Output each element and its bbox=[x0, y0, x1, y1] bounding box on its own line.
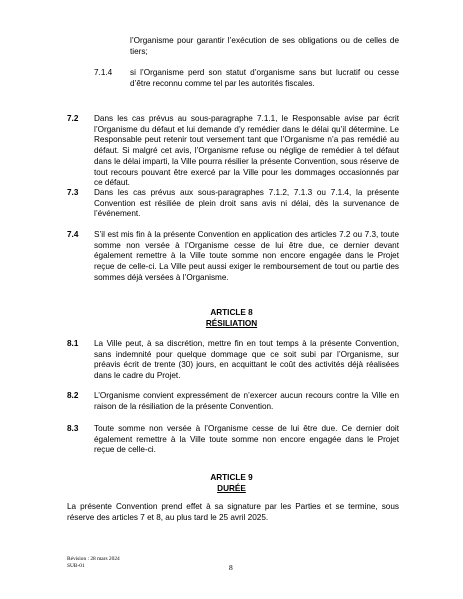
page-footer bbox=[67, 556, 120, 570]
clause-8-3-number: 8.3 bbox=[67, 424, 79, 433]
clause-8-3-text: Toute somme non versée à l’Organisme cesse de lui être due. Ce dernier doit également remettre à la Ville toute somme non encore engagée dans le Projet reçue de celle-ci. bbox=[94, 424, 399, 455]
clause-8-2-number: 8.2 bbox=[67, 391, 79, 400]
clause-8-1-number: 8.1 bbox=[67, 339, 79, 348]
page-number: 8 bbox=[229, 563, 233, 572]
article-9-title: DURÉE bbox=[217, 483, 246, 493]
document-code: SUB-01 bbox=[67, 563, 85, 569]
article-9-number: ARTICLE 9 bbox=[210, 473, 253, 482]
clause-8-2-text: L’Organisme convient expressément de n’exercer aucun recours contre la Ville en raison de la résiliation de la présente Convention. bbox=[94, 391, 399, 411]
clause-7-1-4-number: 7.1.4 bbox=[94, 68, 113, 77]
clause-7-3-number: 7.3 bbox=[67, 188, 79, 197]
article-8-heading bbox=[0, 308, 463, 329]
clause-7-3-text: Dans les cas prévus aux sous-paragraphes 7.1.2, 7.1.3 ou 7.1.4, la présente Convention est résiliée de plein droit sans avis ni délai, dès la survenance de l’événement. bbox=[94, 188, 399, 219]
clause-7-2-number: 7.2 bbox=[67, 114, 79, 123]
article-8-title: RÉSILIATION bbox=[205, 318, 258, 328]
duration-text: La présente Convention prend effet à sa signature par les Parties et se termine, sous réserve des articles 7 et 8, au plus tard le 25 avril 2025. bbox=[67, 502, 399, 522]
clause-8-1-text: La Ville peut, à sa discrétion, mettre fin en tout temps à la présente Convention, sans indemnité pour quelque dommage que ce soit subi par l’Organisme, sur préavis écrit de trente (30) jours, en acquittant le coût des activités déjà réalisées dans le cadre du Projet. bbox=[94, 339, 399, 381]
clause-7-2-text: Dans les cas prévus au sous-paragraphe 7.1.1, le Responsable avise par écrit l’Organisme du défaut et lui demande d’y remédier dans le délai qu’il détermine. Le Responsable peut retenir tout versement tant que l’Organisme n’a pas remédié au défaut. Si malgré cet avis, l’Organisme refuse ou néglige de remédier à tel défaut dans le délai imparti, la Ville pourra résilier la présente Convention, sous réserve de tout recours pouvant être exercé par la Ville pour les dommages occasionnés par ce défaut. bbox=[94, 114, 399, 188]
article-8-number: ARTICLE 8 bbox=[210, 308, 253, 317]
clause-7-4-text: S’il est mis fin à la présente Convention en application des articles 7.2 ou 7.3, toute somme non versée à l’Organisme cesse de lui être due, ce dernier devant également remettre à la Ville toute somme non encore engagée dans le Projet reçue de celle-ci. La Ville peut aussi exiger le remboursement de tout ou partie des sommes déjà versées à l’Organisme. bbox=[94, 230, 399, 282]
revision-date: Révision : 28 mars 2024 bbox=[67, 556, 120, 562]
article-9-heading bbox=[0, 473, 463, 494]
clause-7-1-3-continuation: l’Organisme pour garantir l’exécution de ses obligations ou de celles de tiers; bbox=[130, 36, 399, 56]
clause-7-4-number: 7.4 bbox=[67, 230, 79, 239]
clause-7-1-4-text: si l’Organisme perd son statut d’organisme sans but lucratif ou cesse d’être reconnu comme tel par les autorités fiscales. bbox=[130, 68, 399, 88]
